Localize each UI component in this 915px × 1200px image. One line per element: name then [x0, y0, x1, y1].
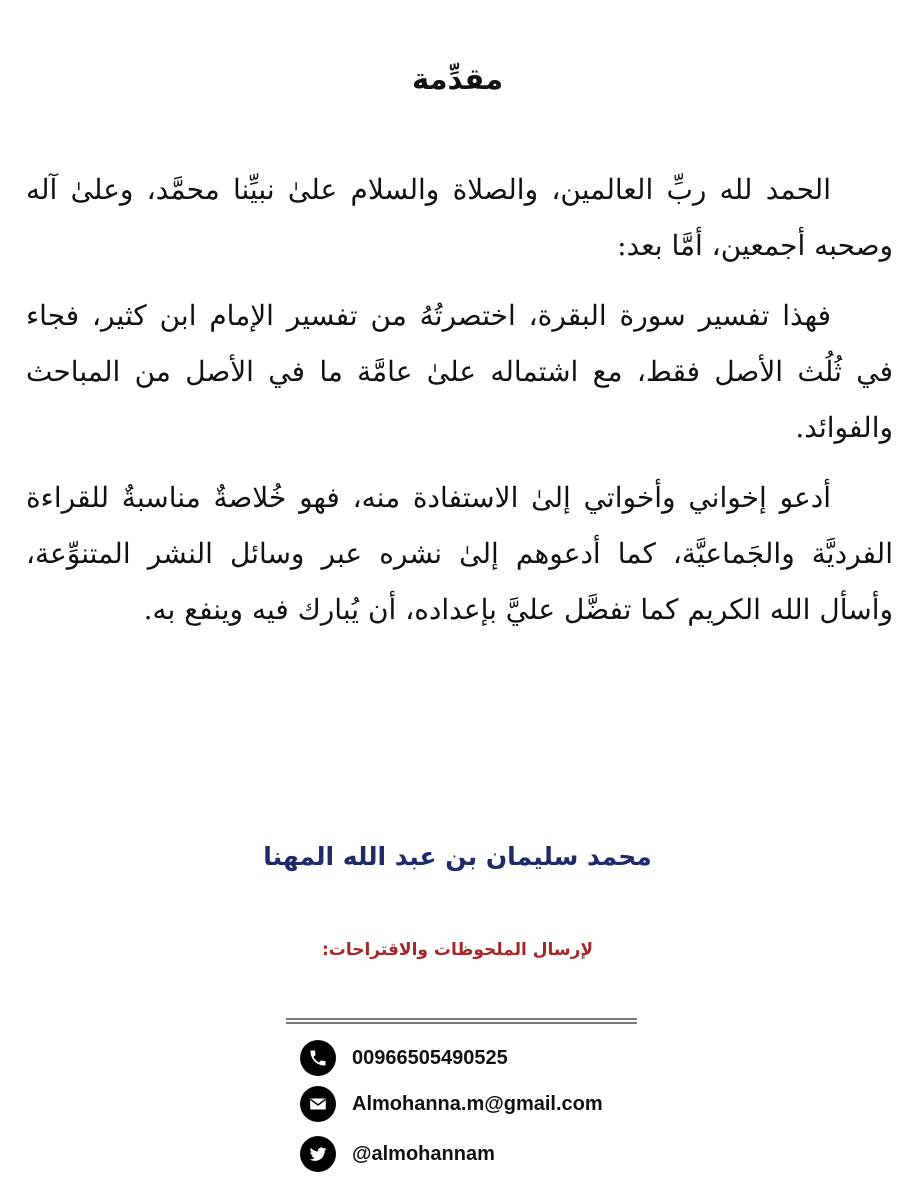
- contact-phone[interactable]: [300, 1038, 508, 1078]
- contact-email[interactable]: [300, 1084, 603, 1124]
- contact-twitter[interactable]: [300, 1134, 495, 1174]
- paragraph: فهذا تفسير سورة البقرة، اختصرتُهُ من تفسير الإمام ابن كثير، فجاء في ثُلُث الأصل فقط، مع اشتماله علىٰ عامَّة ما في الأصل من المباحث والفوائد.: [26, 299, 893, 444]
- paragraph: أدعو إخواني وأخواتي إلىٰ الاستفادة منه، فهو خُلاصةٌ مناسبةٌ للقراءة الفرديَّة والجَماعيَّة، كما أدعوهم إلىٰ نشره عبر وسائل النشر المتنوِّعة، وأسأل الله الكريم كما تفضَّل عليَّ بإعداده، أن يُبارك فيه وينفع به.: [26, 481, 893, 626]
- contact-note: لإرسال الملحوظات والاقتراحات:: [321, 940, 594, 960]
- envelope-icon: [300, 1086, 336, 1122]
- intro-body: [26, 162, 893, 652]
- divider: [286, 1018, 637, 1024]
- phone-icon: [300, 1040, 336, 1076]
- email-address: Almohanna.m@gmail.com: [352, 1092, 603, 1115]
- phone-number: 00966505490525: [352, 1046, 508, 1069]
- page-title: مقدِّمة: [411, 62, 504, 96]
- twitter-bird-icon: [300, 1136, 336, 1172]
- author-name: محمد سليمان بن عبد الله المهنا: [263, 842, 652, 871]
- twitter-handle: @almohannam: [352, 1142, 495, 1165]
- paragraph: الحمد لله ربِّ العالمين، والصلاة والسلام علىٰ نبيِّنا محمَّد، وعلىٰ آله وصحبه أجمعين، أمَّا بعد:: [26, 173, 893, 262]
